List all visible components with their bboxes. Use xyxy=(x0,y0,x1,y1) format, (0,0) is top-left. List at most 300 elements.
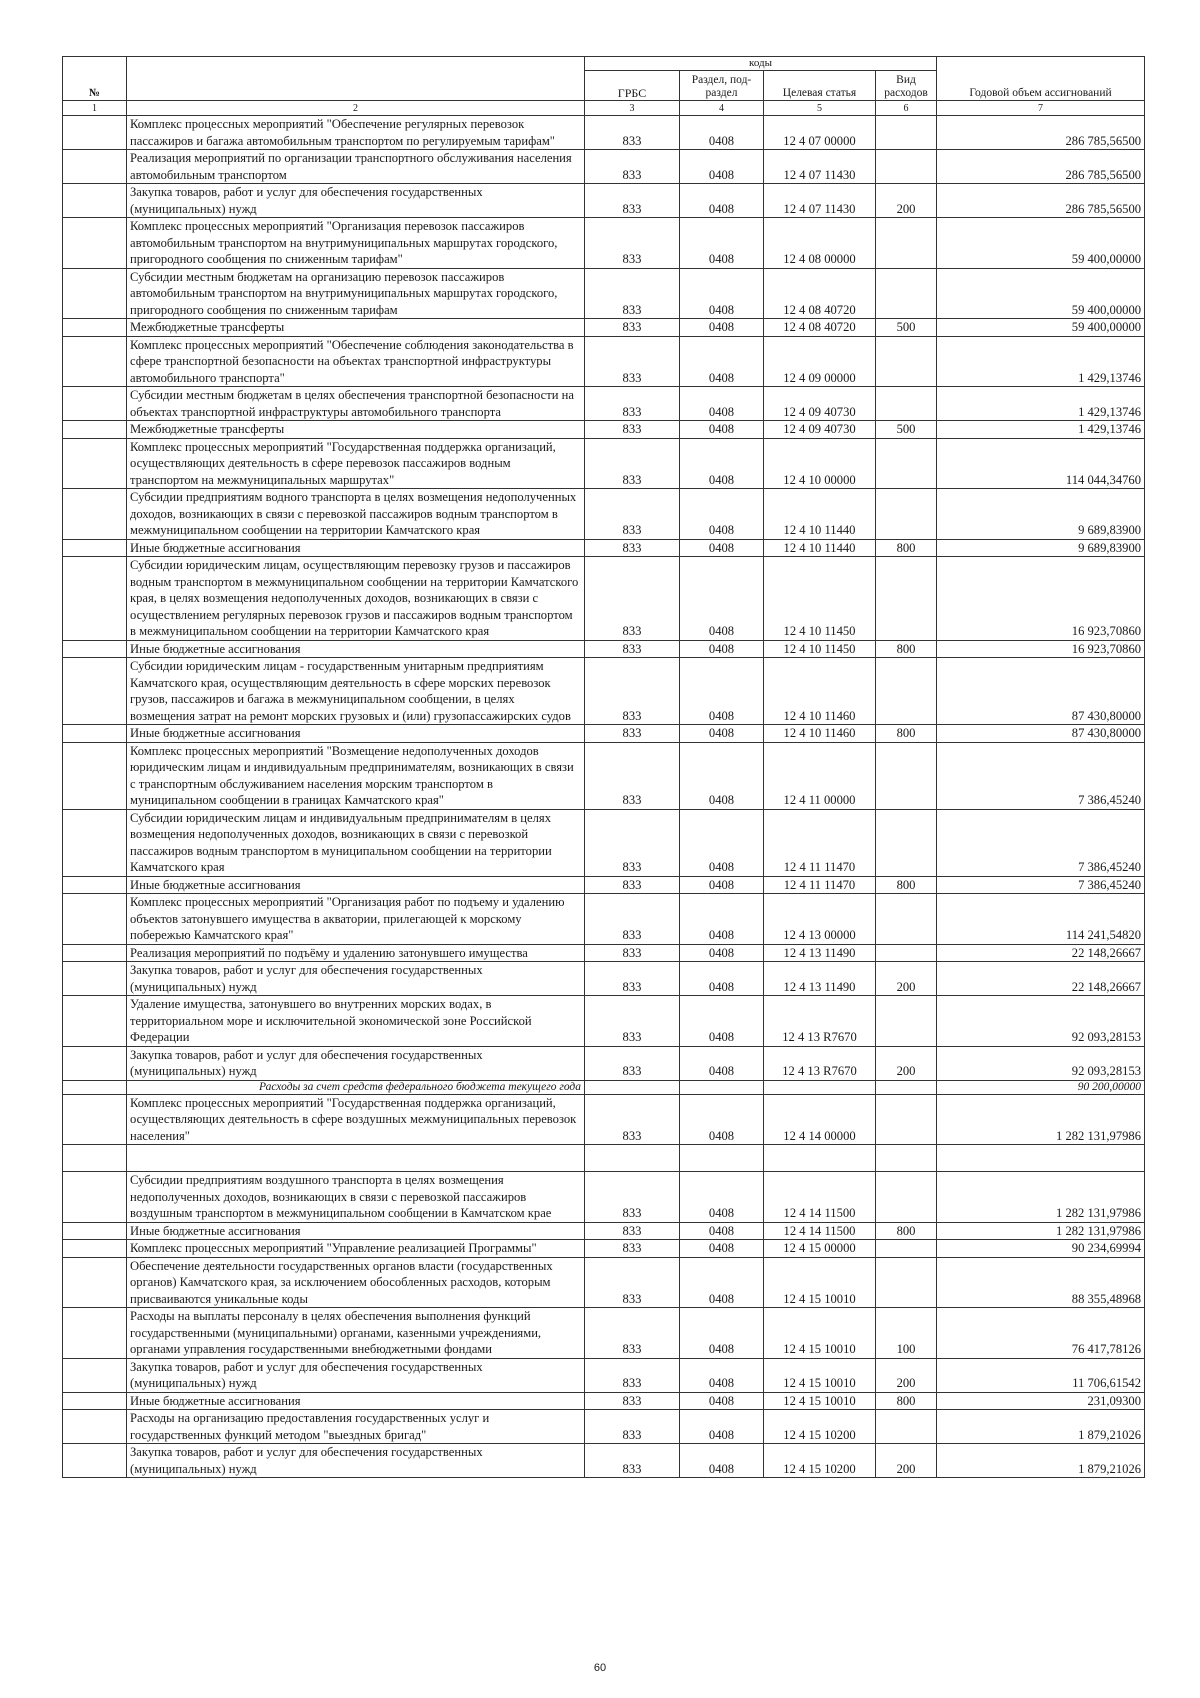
row-sum-cell: 1 282 131,97986 xyxy=(937,1222,1145,1240)
row-target-article-cell: 12 4 10 11450 xyxy=(764,557,876,641)
row-razdel-cell: 0408 xyxy=(680,150,764,184)
row-target-article-cell: 12 4 07 11430 xyxy=(764,150,876,184)
row-grbs-cell: 833 xyxy=(585,640,680,658)
row-grbs-cell: 833 xyxy=(585,421,680,439)
row-grbs-cell: 833 xyxy=(585,387,680,421)
row-name-cell: Комплекс процессных мероприятий "Возмещение недополученных доходов юридическим лицам и индивидуальным предпринимателям, возникающих в связи с транспортным обслуживанием населения морским транспортом в муниципальном сообщении в границах Камчатского края" xyxy=(127,742,585,809)
row-expense-type-cell xyxy=(876,218,937,269)
row-number-cell xyxy=(63,725,127,743)
table-row xyxy=(63,876,1145,894)
table-row xyxy=(63,742,1145,809)
row-name-cell: Закупка товаров, работ и услуг для обеспечения государственных (муниципальных) нужд xyxy=(127,962,585,996)
row-number-cell xyxy=(63,640,127,658)
header-grbs: ГРБС xyxy=(585,71,680,101)
row-razdel-cell: 0408 xyxy=(680,725,764,743)
table-row xyxy=(63,218,1145,269)
row-target-article-cell: 12 4 08 40720 xyxy=(764,319,876,337)
row-number-cell xyxy=(63,1145,127,1172)
row-name-cell: Расходы на выплаты персоналу в целях обеспечения выполнения функций государственными (муниципальными) органами, казенными учреждениями, органами управления государственными внебюджетными фондами xyxy=(127,1308,585,1359)
header-col-number: 4 xyxy=(680,101,764,116)
row-sum-cell: 90 234,69994 xyxy=(937,1240,1145,1258)
row-name-cell: Субсидии предприятиям воздушного транспорта в целях возмещения недополученных доходов, возникающих в связи с перевозкой пассажиров воздушным транспортом в межмуниципальном сообщении в Камчатском крае xyxy=(127,1172,585,1223)
row-razdel-cell: 0408 xyxy=(680,438,764,489)
row-name-cell: Межбюджетные трансферты xyxy=(127,421,585,439)
row-target-article-cell: 12 4 15 10200 xyxy=(764,1410,876,1444)
row-sum-cell: 1 429,13746 xyxy=(937,336,1145,387)
row-name-cell: Иные бюджетные ассигнования xyxy=(127,1392,585,1410)
row-name-cell: Иные бюджетные ассигнования xyxy=(127,1222,585,1240)
row-razdel-cell: 0408 xyxy=(680,1172,764,1223)
header-col-number: 2 xyxy=(127,101,585,116)
table-row xyxy=(63,421,1145,439)
row-number-cell xyxy=(63,268,127,319)
row-number-cell xyxy=(63,150,127,184)
row-grbs-cell: 833 xyxy=(585,539,680,557)
table-row xyxy=(63,1358,1145,1392)
row-expense-type-cell xyxy=(876,1240,937,1258)
row-name-cell: Удаление имущества, затонувшего во внутренних морских водах, в территориальном море и исключительной экономической зоне Российской Федерации xyxy=(127,996,585,1047)
row-grbs-cell: 833 xyxy=(585,1094,680,1145)
header-annual-sum: Годовой объем ассигнований xyxy=(937,57,1145,101)
row-expense-type-cell: 500 xyxy=(876,319,937,337)
table-header xyxy=(63,57,1145,116)
header-col-number: 5 xyxy=(764,101,876,116)
row-number-cell xyxy=(63,1392,127,1410)
row-sum-cell: 9 689,83900 xyxy=(937,489,1145,540)
row-grbs-cell: 833 xyxy=(585,557,680,641)
row-number-cell xyxy=(63,1257,127,1308)
row-number-cell xyxy=(63,658,127,725)
table-row xyxy=(63,809,1145,876)
table-row xyxy=(63,1410,1145,1444)
row-grbs-cell: 833 xyxy=(585,962,680,996)
row-razdel-cell: 0408 xyxy=(680,1222,764,1240)
row-sum-cell: 92 093,28153 xyxy=(937,1046,1145,1080)
row-grbs-cell xyxy=(585,1080,680,1094)
row-razdel-cell: 0408 xyxy=(680,876,764,894)
row-expense-type-cell xyxy=(876,1410,937,1444)
row-sum-cell: 16 923,70860 xyxy=(937,557,1145,641)
row-name-cell: Закупка товаров, работ и услуг для обеспечения государственных (муниципальных) нужд xyxy=(127,1358,585,1392)
row-number-cell xyxy=(63,996,127,1047)
row-name-cell: Комплекс процессных мероприятий "Организация работ по подъему и удалению объектов затонувшего имущества в акватории, прилегающей к морскому побережью Камчатского края" xyxy=(127,894,585,945)
row-target-article-cell: 12 4 07 00000 xyxy=(764,116,876,150)
row-number-cell xyxy=(63,1172,127,1223)
row-expense-type-cell xyxy=(876,116,937,150)
table-row xyxy=(63,1392,1145,1410)
row-expense-type-cell xyxy=(876,336,937,387)
row-target-article-cell: 12 4 10 00000 xyxy=(764,438,876,489)
row-number-cell xyxy=(63,1308,127,1359)
row-expense-type-cell: 200 xyxy=(876,1444,937,1478)
row-sum-cell: 114 044,34760 xyxy=(937,438,1145,489)
row-sum-cell: 11 706,61542 xyxy=(937,1358,1145,1392)
row-grbs-cell: 833 xyxy=(585,725,680,743)
row-name-cell: Реализация мероприятий по организации транспортного обслуживания населения автомобильным транспортом xyxy=(127,150,585,184)
row-number-cell xyxy=(63,1046,127,1080)
row-number-cell xyxy=(63,876,127,894)
row-grbs-cell: 833 xyxy=(585,1046,680,1080)
row-target-article-cell: 12 4 10 11460 xyxy=(764,658,876,725)
row-expense-type-cell: 200 xyxy=(876,1046,937,1080)
header-col-number: 7 xyxy=(937,101,1145,116)
row-sum-cell: 90 200,00000 xyxy=(937,1080,1145,1094)
row-name-cell: Субсидии местным бюджетам на организацию перевозок пассажиров автомобильным транспортом на внутримуниципальных маршрутах городского, пригородного сообщения по сниженным тарифам xyxy=(127,268,585,319)
row-sum-cell: 59 400,00000 xyxy=(937,319,1145,337)
row-target-article-cell: 12 4 13 R7670 xyxy=(764,996,876,1047)
row-expense-type-cell: 800 xyxy=(876,725,937,743)
row-razdel-cell: 0408 xyxy=(680,387,764,421)
row-grbs-cell: 833 xyxy=(585,742,680,809)
row-expense-type-cell: 500 xyxy=(876,421,937,439)
row-grbs-cell: 833 xyxy=(585,809,680,876)
row-expense-type-cell: 100 xyxy=(876,1308,937,1359)
row-expense-type-cell xyxy=(876,1080,937,1094)
table-row xyxy=(63,539,1145,557)
row-name-cell: Закупка товаров, работ и услуг для обеспечения государственных (муниципальных) нужд xyxy=(127,184,585,218)
row-name-cell: Субсидии юридическим лицам и индивидуальным предпринимателям в целях возмещения недополученных доходов, возникающих в связи с перевозкой пассажиров водным транспортом в муниципальном сообщении на территории Камчатского края xyxy=(127,809,585,876)
row-grbs-cell: 833 xyxy=(585,150,680,184)
table-row xyxy=(63,489,1145,540)
row-grbs-cell: 833 xyxy=(585,116,680,150)
table-row xyxy=(63,1172,1145,1223)
row-razdel-cell: 0408 xyxy=(680,557,764,641)
row-grbs-cell: 833 xyxy=(585,268,680,319)
header-col-number: 1 xyxy=(63,101,127,116)
note-row xyxy=(63,1080,1145,1094)
row-number-cell xyxy=(63,218,127,269)
row-razdel-cell: 0408 xyxy=(680,336,764,387)
table-row xyxy=(63,150,1145,184)
row-name-cell: Закупка товаров, работ и услуг для обеспечения государственных (муниципальных) нужд xyxy=(127,1046,585,1080)
row-target-article-cell: 12 4 14 11500 xyxy=(764,1222,876,1240)
row-target-article-cell: 12 4 14 11500 xyxy=(764,1172,876,1223)
row-grbs-cell: 833 xyxy=(585,336,680,387)
table-row xyxy=(63,1257,1145,1308)
row-number-cell xyxy=(63,557,127,641)
header-col-number: 6 xyxy=(876,101,937,116)
row-grbs-cell: 833 xyxy=(585,894,680,945)
row-number-cell xyxy=(63,184,127,218)
header-name xyxy=(127,57,585,101)
table-row xyxy=(63,1308,1145,1359)
row-expense-type-cell: 200 xyxy=(876,1358,937,1392)
row-target-article-cell: 12 4 14 00000 xyxy=(764,1094,876,1145)
row-sum-cell: 92 093,28153 xyxy=(937,996,1145,1047)
row-sum-cell: 1 429,13746 xyxy=(937,387,1145,421)
row-sum-cell: 114 241,54820 xyxy=(937,894,1145,945)
row-target-article-cell: 12 4 10 11460 xyxy=(764,725,876,743)
row-target-article-cell: 12 4 10 11440 xyxy=(764,539,876,557)
row-target-article-cell: 12 4 13 R7670 xyxy=(764,1046,876,1080)
row-razdel-cell: 0408 xyxy=(680,1240,764,1258)
row-name-cell: Иные бюджетные ассигнования xyxy=(127,876,585,894)
row-expense-type-cell: 800 xyxy=(876,1222,937,1240)
row-expense-type-cell xyxy=(876,944,937,962)
row-expense-type-cell: 800 xyxy=(876,640,937,658)
row-number-cell xyxy=(63,962,127,996)
table-row xyxy=(63,387,1145,421)
row-sum-cell: 88 355,48968 xyxy=(937,1257,1145,1308)
row-sum-cell: 9 689,83900 xyxy=(937,539,1145,557)
header-codes: коды xyxy=(585,57,937,71)
row-expense-type-cell xyxy=(876,1094,937,1145)
row-sum-cell: 286 785,56500 xyxy=(937,184,1145,218)
row-razdel-cell: 0408 xyxy=(680,184,764,218)
row-razdel-cell: 0408 xyxy=(680,1046,764,1080)
row-sum-cell: 59 400,00000 xyxy=(937,268,1145,319)
spacer-row xyxy=(63,1145,1145,1172)
row-number-cell xyxy=(63,809,127,876)
row-sum-cell: 87 430,80000 xyxy=(937,725,1145,743)
row-sum-cell: 286 785,56500 xyxy=(937,116,1145,150)
row-target-article-cell: 12 4 08 40720 xyxy=(764,268,876,319)
row-name-cell: Иные бюджетные ассигнования xyxy=(127,725,585,743)
row-name-cell: Комплекс процессных мероприятий "Государственная поддержка организаций, осуществляющих деятельность в сфере воздушных межмуниципальных перевозок населения" xyxy=(127,1094,585,1145)
row-expense-type-cell xyxy=(876,489,937,540)
row-expense-type-cell: 800 xyxy=(876,539,937,557)
row-sum-cell: 1 282 131,97986 xyxy=(937,1094,1145,1145)
row-name-cell: Закупка товаров, работ и услуг для обеспечения государственных (муниципальных) нужд xyxy=(127,1444,585,1478)
row-target-article-cell: 12 4 15 00000 xyxy=(764,1240,876,1258)
row-sum-cell: 1 282 131,97986 xyxy=(937,1172,1145,1223)
table-row xyxy=(63,319,1145,337)
row-number-cell xyxy=(63,489,127,540)
row-target-article-cell xyxy=(764,1080,876,1094)
row-name-cell: Субсидии юридическим лицам, осуществляющим перевозку грузов и пассажиров водным транспортом в межмуниципальном сообщении на территории Камчатского края, в целях возмещения недополученных доходов, возникающих в связи с осуществлением регулярных перевозок грузов и пассажиров водным транспортом в межмуниципальном сообщении на территории Камчатского края xyxy=(127,557,585,641)
row-grbs-cell: 833 xyxy=(585,1257,680,1308)
header-expense-type: Вид расходов xyxy=(876,71,937,101)
table-row xyxy=(63,438,1145,489)
row-razdel-cell: 0408 xyxy=(680,944,764,962)
row-target-article-cell: 12 4 15 10010 xyxy=(764,1308,876,1359)
row-grbs-cell: 833 xyxy=(585,658,680,725)
row-name-cell: Комплекс процессных мероприятий "Обеспечение соблюдения законодательства в сфере транспортной безопасности на объектах транспортной инфраструктуры автомобильного транспорта" xyxy=(127,336,585,387)
row-grbs-cell: 833 xyxy=(585,1308,680,1359)
row-sum-cell: 7 386,45240 xyxy=(937,809,1145,876)
row-grbs-cell: 833 xyxy=(585,218,680,269)
row-razdel-cell: 0408 xyxy=(680,1392,764,1410)
row-razdel-cell: 0408 xyxy=(680,539,764,557)
row-target-article-cell: 12 4 07 11430 xyxy=(764,184,876,218)
row-name-cell: Реализация мероприятий по подъёму и удалению затонувшего имущества xyxy=(127,944,585,962)
row-grbs-cell xyxy=(585,1145,680,1172)
row-sum-cell: 286 785,56500 xyxy=(937,150,1145,184)
row-razdel-cell xyxy=(680,1145,764,1172)
table-row xyxy=(63,336,1145,387)
row-target-article-cell: 12 4 15 10200 xyxy=(764,1444,876,1478)
table-row xyxy=(63,1046,1145,1080)
row-target-article-cell: 12 4 11 00000 xyxy=(764,742,876,809)
row-grbs-cell: 833 xyxy=(585,1392,680,1410)
row-razdel-cell: 0408 xyxy=(680,742,764,809)
row-number-cell xyxy=(63,1080,127,1094)
row-grbs-cell: 833 xyxy=(585,489,680,540)
row-grbs-cell: 833 xyxy=(585,944,680,962)
row-razdel-cell: 0408 xyxy=(680,1308,764,1359)
row-expense-type-cell xyxy=(876,438,937,489)
table-row xyxy=(63,658,1145,725)
row-name-cell: Обеспечение деятельности государственных органов власти (государственных органов) Камчатского края, за исключением обособленных расходов, которым присваиваются уникальные коды xyxy=(127,1257,585,1308)
row-sum-cell: 76 417,78126 xyxy=(937,1308,1145,1359)
row-sum-cell: 1 879,21026 xyxy=(937,1444,1145,1478)
row-name-cell: Межбюджетные трансферты xyxy=(127,319,585,337)
row-sum-cell: 7 386,45240 xyxy=(937,876,1145,894)
row-name-cell: Субсидии юридическим лицам - государственным унитарным предприятиям Камчатского края, осуществляющим деятельность в сфере морских перевозок грузов, пассажиров и багажа в межмуниципальном сообщении, в целях возмещения затрат на ремонт морских грузовых и (или) грузопассажирских судов xyxy=(127,658,585,725)
row-grbs-cell: 833 xyxy=(585,1222,680,1240)
row-expense-type-cell xyxy=(876,809,937,876)
row-target-article-cell: 12 4 15 10010 xyxy=(764,1358,876,1392)
row-sum-cell: 59 400,00000 xyxy=(937,218,1145,269)
row-target-article-cell: 12 4 13 11490 xyxy=(764,944,876,962)
row-number-cell xyxy=(63,894,127,945)
row-number-cell xyxy=(63,1094,127,1145)
table-row xyxy=(63,268,1145,319)
page-number: 60 xyxy=(593,1662,607,1674)
row-razdel-cell: 0408 xyxy=(680,658,764,725)
row-number-cell xyxy=(63,539,127,557)
row-name-cell: Субсидии местным бюджетам в целях обеспечения транспортной безопасности на объектах транспортной инфраструктуры автомобильного транспорта xyxy=(127,387,585,421)
row-grbs-cell: 833 xyxy=(585,319,680,337)
row-name-cell: Иные бюджетные ассигнования xyxy=(127,539,585,557)
row-expense-type-cell xyxy=(876,894,937,945)
row-razdel-cell: 0408 xyxy=(680,1358,764,1392)
row-target-article-cell xyxy=(764,1145,876,1172)
row-name-cell: Расходы за счет средств федерального бюджета текущего года xyxy=(127,1080,585,1094)
header-razdel: Раздел, под-раздел xyxy=(680,71,764,101)
row-number-cell xyxy=(63,387,127,421)
row-number-cell xyxy=(63,116,127,150)
row-name-cell: Комплекс процессных мероприятий "Организация перевозок пассажиров автомобильным транспортом на внутримуниципальных маршрутах городского, пригородного сообщения по сниженным тарифам" xyxy=(127,218,585,269)
row-target-article-cell: 12 4 10 11450 xyxy=(764,640,876,658)
table-row xyxy=(63,894,1145,945)
row-expense-type-cell: 200 xyxy=(876,962,937,996)
row-expense-type-cell: 800 xyxy=(876,876,937,894)
table-row xyxy=(63,116,1145,150)
row-number-cell xyxy=(63,742,127,809)
row-expense-type-cell xyxy=(876,742,937,809)
row-expense-type-cell: 800 xyxy=(876,1392,937,1410)
row-name-cell: Расходы на организацию предоставления государственных услуг и государственных функций методом "выездных бригад" xyxy=(127,1410,585,1444)
row-grbs-cell: 833 xyxy=(585,1172,680,1223)
row-razdel-cell: 0408 xyxy=(680,1094,764,1145)
row-target-article-cell: 12 4 11 11470 xyxy=(764,876,876,894)
row-razdel-cell: 0408 xyxy=(680,268,764,319)
row-target-article-cell: 12 4 13 00000 xyxy=(764,894,876,945)
row-sum-cell: 1 879,21026 xyxy=(937,1410,1145,1444)
row-number-cell xyxy=(63,438,127,489)
row-target-article-cell: 12 4 15 10010 xyxy=(764,1257,876,1308)
row-target-article-cell: 12 4 09 40730 xyxy=(764,387,876,421)
row-expense-type-cell xyxy=(876,658,937,725)
row-number-cell xyxy=(63,1444,127,1478)
row-expense-type-cell xyxy=(876,150,937,184)
row-razdel-cell: 0408 xyxy=(680,421,764,439)
row-name-cell: Комплекс процессных мероприятий "Обеспечение регулярных перевозок пассажиров и багажа автомобильным транспортом по регулируемым тарифам" xyxy=(127,116,585,150)
row-expense-type-cell xyxy=(876,268,937,319)
row-number-cell xyxy=(63,319,127,337)
row-razdel-cell: 0408 xyxy=(680,1257,764,1308)
row-grbs-cell: 833 xyxy=(585,184,680,218)
table-row xyxy=(63,1222,1145,1240)
row-number-cell xyxy=(63,1358,127,1392)
table-row xyxy=(63,1094,1145,1145)
row-grbs-cell: 833 xyxy=(585,876,680,894)
header-target-article: Целевая статья xyxy=(764,71,876,101)
row-sum-cell: 22 148,26667 xyxy=(937,944,1145,962)
row-target-article-cell: 12 4 10 11440 xyxy=(764,489,876,540)
row-name-cell: Иные бюджетные ассигнования xyxy=(127,640,585,658)
row-target-article-cell: 12 4 15 10010 xyxy=(764,1392,876,1410)
table-row xyxy=(63,640,1145,658)
table-row xyxy=(63,184,1145,218)
row-number-cell xyxy=(63,1410,127,1444)
row-razdel-cell: 0408 xyxy=(680,1410,764,1444)
row-razdel-cell: 0408 xyxy=(680,894,764,945)
row-target-article-cell: 12 4 11 11470 xyxy=(764,809,876,876)
row-expense-type-cell: 200 xyxy=(876,184,937,218)
row-razdel-cell xyxy=(680,1080,764,1094)
row-sum-cell: 22 148,26667 xyxy=(937,962,1145,996)
table-row xyxy=(63,962,1145,996)
header-number: № xyxy=(63,57,127,101)
row-sum-cell: 16 923,70860 xyxy=(937,640,1145,658)
row-sum-cell xyxy=(937,1145,1145,1172)
row-grbs-cell: 833 xyxy=(585,438,680,489)
row-expense-type-cell xyxy=(876,1172,937,1223)
row-name-cell: Комплекс процессных мероприятий "Управление реализацией Программы" xyxy=(127,1240,585,1258)
row-razdel-cell: 0408 xyxy=(680,489,764,540)
row-grbs-cell: 833 xyxy=(585,1410,680,1444)
row-target-article-cell: 12 4 08 00000 xyxy=(764,218,876,269)
row-grbs-cell: 833 xyxy=(585,1444,680,1478)
row-name-cell xyxy=(127,1145,585,1172)
row-number-cell xyxy=(63,944,127,962)
row-expense-type-cell xyxy=(876,996,937,1047)
row-grbs-cell: 833 xyxy=(585,1240,680,1258)
row-number-cell xyxy=(63,421,127,439)
row-number-cell xyxy=(63,1222,127,1240)
table-row xyxy=(63,557,1145,641)
row-name-cell: Субсидии предприятиям водного транспорта в целях возмещения недополученных доходов, возникающих в связи с перевозкой пассажиров водным транспортом в межмуниципальном сообщении на территории Камчатского края xyxy=(127,489,585,540)
row-expense-type-cell xyxy=(876,557,937,641)
table-row xyxy=(63,725,1145,743)
row-razdel-cell: 0408 xyxy=(680,809,764,876)
row-grbs-cell: 833 xyxy=(585,1358,680,1392)
row-grbs-cell: 833 xyxy=(585,996,680,1047)
table-row xyxy=(63,944,1145,962)
budget-allocation-table xyxy=(62,56,1145,1478)
row-razdel-cell: 0408 xyxy=(680,996,764,1047)
row-sum-cell: 87 430,80000 xyxy=(937,658,1145,725)
row-razdel-cell: 0408 xyxy=(680,640,764,658)
row-number-cell xyxy=(63,336,127,387)
row-sum-cell: 7 386,45240 xyxy=(937,742,1145,809)
table-row xyxy=(63,996,1145,1047)
row-razdel-cell: 0408 xyxy=(680,962,764,996)
row-expense-type-cell xyxy=(876,1145,937,1172)
row-target-article-cell: 12 4 09 00000 xyxy=(764,336,876,387)
row-razdel-cell: 0408 xyxy=(680,116,764,150)
row-razdel-cell: 0408 xyxy=(680,218,764,269)
row-razdel-cell: 0408 xyxy=(680,1444,764,1478)
row-number-cell xyxy=(63,1240,127,1258)
table-row xyxy=(63,1444,1145,1478)
row-expense-type-cell xyxy=(876,387,937,421)
row-razdel-cell: 0408 xyxy=(680,319,764,337)
table-row xyxy=(63,1240,1145,1258)
row-sum-cell: 1 429,13746 xyxy=(937,421,1145,439)
